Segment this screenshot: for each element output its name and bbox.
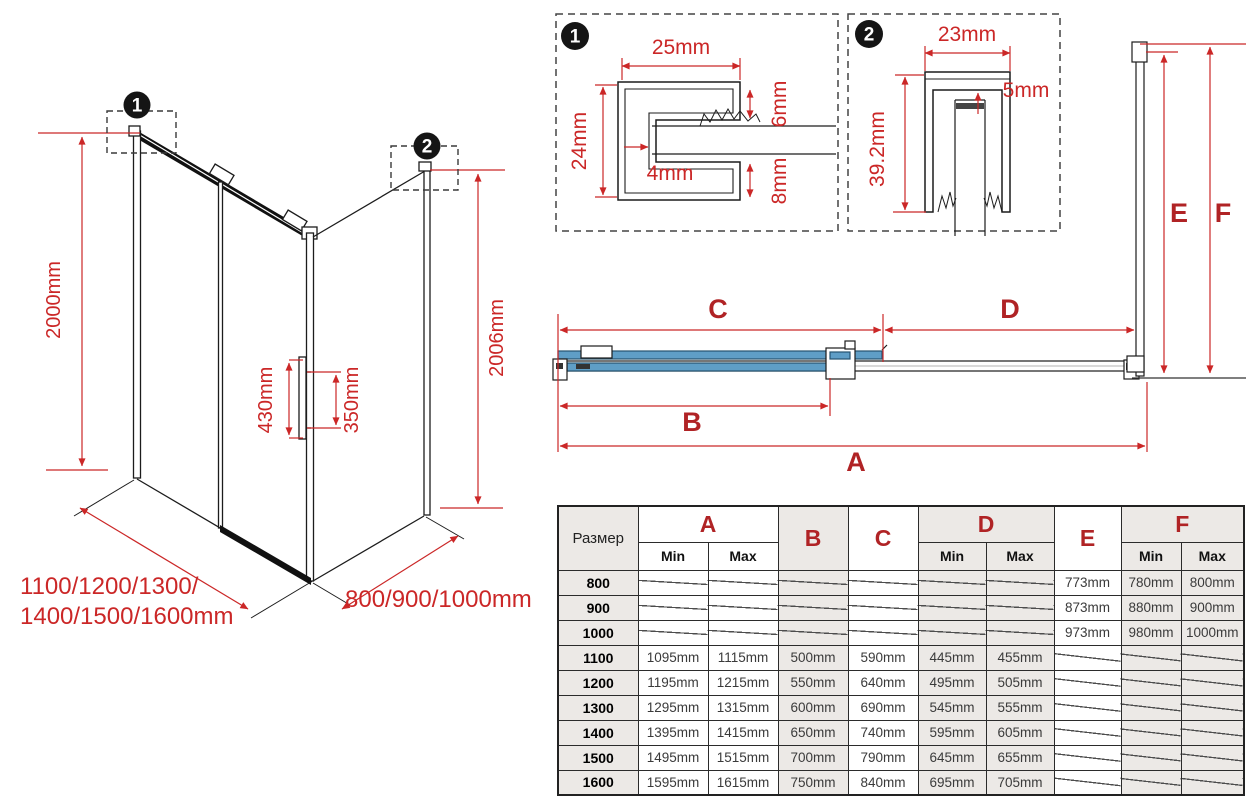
table-cell: 1095mm	[638, 645, 708, 670]
table-cell-size: 1300	[558, 695, 638, 720]
table-cell-size: 1400	[558, 720, 638, 745]
plan-dim-a: A	[846, 447, 866, 477]
table-cell	[1181, 695, 1244, 720]
table-cell	[778, 620, 848, 645]
table-cell: 550mm	[778, 670, 848, 695]
table-cell	[1054, 695, 1121, 720]
size-table	[557, 505, 1245, 796]
table-cell: 605mm	[986, 720, 1054, 745]
table-cell-size: 1200	[558, 670, 638, 695]
table-subheader-d-max: Max	[986, 542, 1054, 570]
table-cell: 500mm	[778, 645, 848, 670]
table-row	[558, 720, 1244, 745]
dim-handle-length: 430mm	[255, 366, 277, 434]
table-cell: 640mm	[848, 670, 918, 695]
table-cell: 590mm	[848, 645, 918, 670]
table-cell	[1054, 770, 1121, 795]
table-header-e: E	[1054, 506, 1121, 570]
table-cell: 645mm	[918, 745, 986, 770]
table-cell: 980mm	[1121, 620, 1181, 645]
front-width-options-line1: 1100/1200/1300/	[20, 573, 199, 600]
table-row	[558, 670, 1244, 695]
table-header-b: B	[778, 506, 848, 570]
table-cell	[1121, 695, 1181, 720]
detail-1-dim-top: 6mm	[768, 80, 791, 128]
table-row	[558, 770, 1244, 795]
detail-1-badge-number: 1	[569, 26, 581, 48]
table-cell: 1000mm	[1181, 620, 1244, 645]
table-cell: 545mm	[918, 695, 986, 720]
glass-setting-block	[956, 103, 984, 109]
plan-dim-e: E	[1169, 198, 1189, 228]
plan-dim-d: D	[1000, 294, 1020, 324]
detail-1-dim-slot: 4mm	[646, 162, 694, 185]
table-cell	[1121, 770, 1181, 795]
table-cell	[986, 620, 1054, 645]
table-row	[558, 645, 1244, 670]
table-cell	[1054, 645, 1121, 670]
callout-badge-2-number: 2	[421, 136, 433, 158]
table-cell: 690mm	[848, 695, 918, 720]
table-cell: 780mm	[1121, 570, 1181, 595]
corner-post	[307, 233, 314, 581]
table-cell	[1121, 670, 1181, 695]
table-cell: 840mm	[848, 770, 918, 795]
table-cell: 1495mm	[638, 745, 708, 770]
plan-dim-c: C	[708, 294, 728, 324]
table-cell	[1121, 645, 1181, 670]
table-cell	[986, 595, 1054, 620]
table-cell	[778, 595, 848, 620]
table-cell: 790mm	[848, 745, 918, 770]
table-cell: 1215mm	[708, 670, 778, 695]
table-cell: 655mm	[986, 745, 1054, 770]
table-cell-size: 900	[558, 595, 638, 620]
table-row	[558, 745, 1244, 770]
top-rail-section	[925, 72, 1010, 212]
bottom-rail	[220, 525, 311, 585]
anti-jump-clip	[984, 192, 1002, 212]
side-panel-bottom-edge	[313, 516, 424, 581]
roller-bracket-plan	[581, 346, 612, 358]
table-cell-size: 800	[558, 570, 638, 595]
side-panel-plan	[1136, 44, 1144, 376]
table-cell	[778, 570, 848, 595]
table-cell	[848, 595, 918, 620]
table-cell: 880mm	[1121, 595, 1181, 620]
table-cell	[918, 570, 986, 595]
front-left-post	[134, 131, 141, 478]
table-cell	[1054, 670, 1121, 695]
table-subheader-f-min: Min	[1121, 542, 1181, 570]
front-width-options-line2: 1400/1500/1600mm	[20, 603, 234, 630]
table-subheader-a-min: Min	[638, 542, 708, 570]
table-cell-size: 1100	[558, 645, 638, 670]
dim-handle-holes: 350mm	[341, 366, 363, 434]
detail-2-badge-number: 2	[863, 24, 875, 46]
detail-callout-2	[848, 14, 1060, 236]
table-cell	[1121, 720, 1181, 745]
table-subheader-f-max: Max	[1181, 542, 1244, 570]
table-cell: 505mm	[986, 670, 1054, 695]
table-cell	[1181, 670, 1244, 695]
table-cell: 900mm	[1181, 595, 1244, 620]
table-cell: 445mm	[918, 645, 986, 670]
plan-dim-b: B	[682, 407, 702, 437]
table-cell	[848, 570, 918, 595]
callouts	[107, 92, 458, 191]
table-cell: 1515mm	[708, 745, 778, 770]
table-cell	[918, 595, 986, 620]
table-cell	[638, 595, 708, 620]
table-cell-size: 1000	[558, 620, 638, 645]
table-cell	[638, 570, 708, 595]
detail-1-dim-width: 25mm	[651, 36, 711, 59]
door-edge	[219, 182, 223, 528]
wall-profile-left-plan	[553, 359, 567, 380]
table-cell	[848, 620, 918, 645]
detail-2-dim-gap: 5mm	[1002, 79, 1050, 102]
door-handle	[299, 357, 306, 439]
table-cell: 1595mm	[638, 770, 708, 795]
side-depth-options: 800/900/1000mm	[345, 586, 532, 613]
table-cell: 705mm	[986, 770, 1054, 795]
table-cell: 750mm	[778, 770, 848, 795]
table-header-size: Размер	[558, 506, 638, 570]
detail-1-dim-height: 24mm	[568, 111, 591, 171]
table-cell: 1395mm	[638, 720, 708, 745]
table-cell: 800mm	[1181, 570, 1244, 595]
table-cell	[708, 620, 778, 645]
table-header-a: A	[638, 506, 778, 542]
table-cell	[1181, 745, 1244, 770]
table-cell	[1121, 745, 1181, 770]
rear-post	[424, 168, 430, 515]
table-cell: 1415mm	[708, 720, 778, 745]
table-cell: 1115mm	[708, 645, 778, 670]
table-row	[558, 620, 1244, 645]
callout-badge-1-number: 1	[131, 95, 143, 117]
anti-jump-clip	[938, 192, 956, 212]
table-cell: 773mm	[1054, 570, 1121, 595]
table-cell	[708, 570, 778, 595]
table-cell	[1054, 720, 1121, 745]
detail-callout-1	[556, 14, 838, 231]
wall-bracket-left	[129, 126, 140, 136]
table-subheader-a-max: Max	[708, 542, 778, 570]
table-cell: 495mm	[918, 670, 986, 695]
dim-height-front: 2000mm	[43, 261, 65, 339]
table-cell: 973mm	[1054, 620, 1121, 645]
detail-1-dim-bottom: 8mm	[768, 157, 791, 205]
table-header-f: F	[1121, 506, 1244, 542]
table-cell: 1615mm	[708, 770, 778, 795]
table-cell	[1181, 645, 1244, 670]
table-cell: 1315mm	[708, 695, 778, 720]
table-cell: 650mm	[778, 720, 848, 745]
table-cell	[708, 595, 778, 620]
table-cell	[638, 620, 708, 645]
wall-bracket-rear	[419, 162, 431, 171]
dim-height-side: 2006mm	[486, 299, 508, 377]
table-cell: 600mm	[778, 695, 848, 720]
table-cell: 740mm	[848, 720, 918, 745]
table-cell	[1181, 720, 1244, 745]
side-panel-top-bracket	[1132, 42, 1147, 62]
detail-2-dim-height: 39.2mm	[866, 111, 889, 187]
plan-dim-f: F	[1214, 198, 1232, 228]
table-cell	[1054, 745, 1121, 770]
table-header-d: D	[918, 506, 1054, 542]
table-cell: 1295mm	[638, 695, 708, 720]
table-row	[558, 695, 1244, 720]
table-cell: 555mm	[986, 695, 1054, 720]
side-panel-top-edge	[313, 171, 425, 237]
table-row	[558, 595, 1244, 620]
table-subheader-d-min: Min	[918, 542, 986, 570]
table-cell-size: 1500	[558, 745, 638, 770]
table-row	[558, 570, 1244, 595]
table-cell: 700mm	[778, 745, 848, 770]
table-header-c: C	[848, 506, 918, 570]
table-cell	[1181, 770, 1244, 795]
table-cell	[986, 570, 1054, 595]
fixed-panel-glass-plan	[567, 363, 830, 371]
table-cell-size: 1600	[558, 770, 638, 795]
table-cell: 873mm	[1054, 595, 1121, 620]
table-cell: 595mm	[918, 720, 986, 745]
detail-2-dim-width: 23mm	[937, 23, 997, 46]
table-cell: 455mm	[986, 645, 1054, 670]
table-cell	[918, 620, 986, 645]
table-cell: 1195mm	[638, 670, 708, 695]
side-panel-bottom-bracket	[1127, 356, 1144, 372]
table-cell: 695mm	[918, 770, 986, 795]
